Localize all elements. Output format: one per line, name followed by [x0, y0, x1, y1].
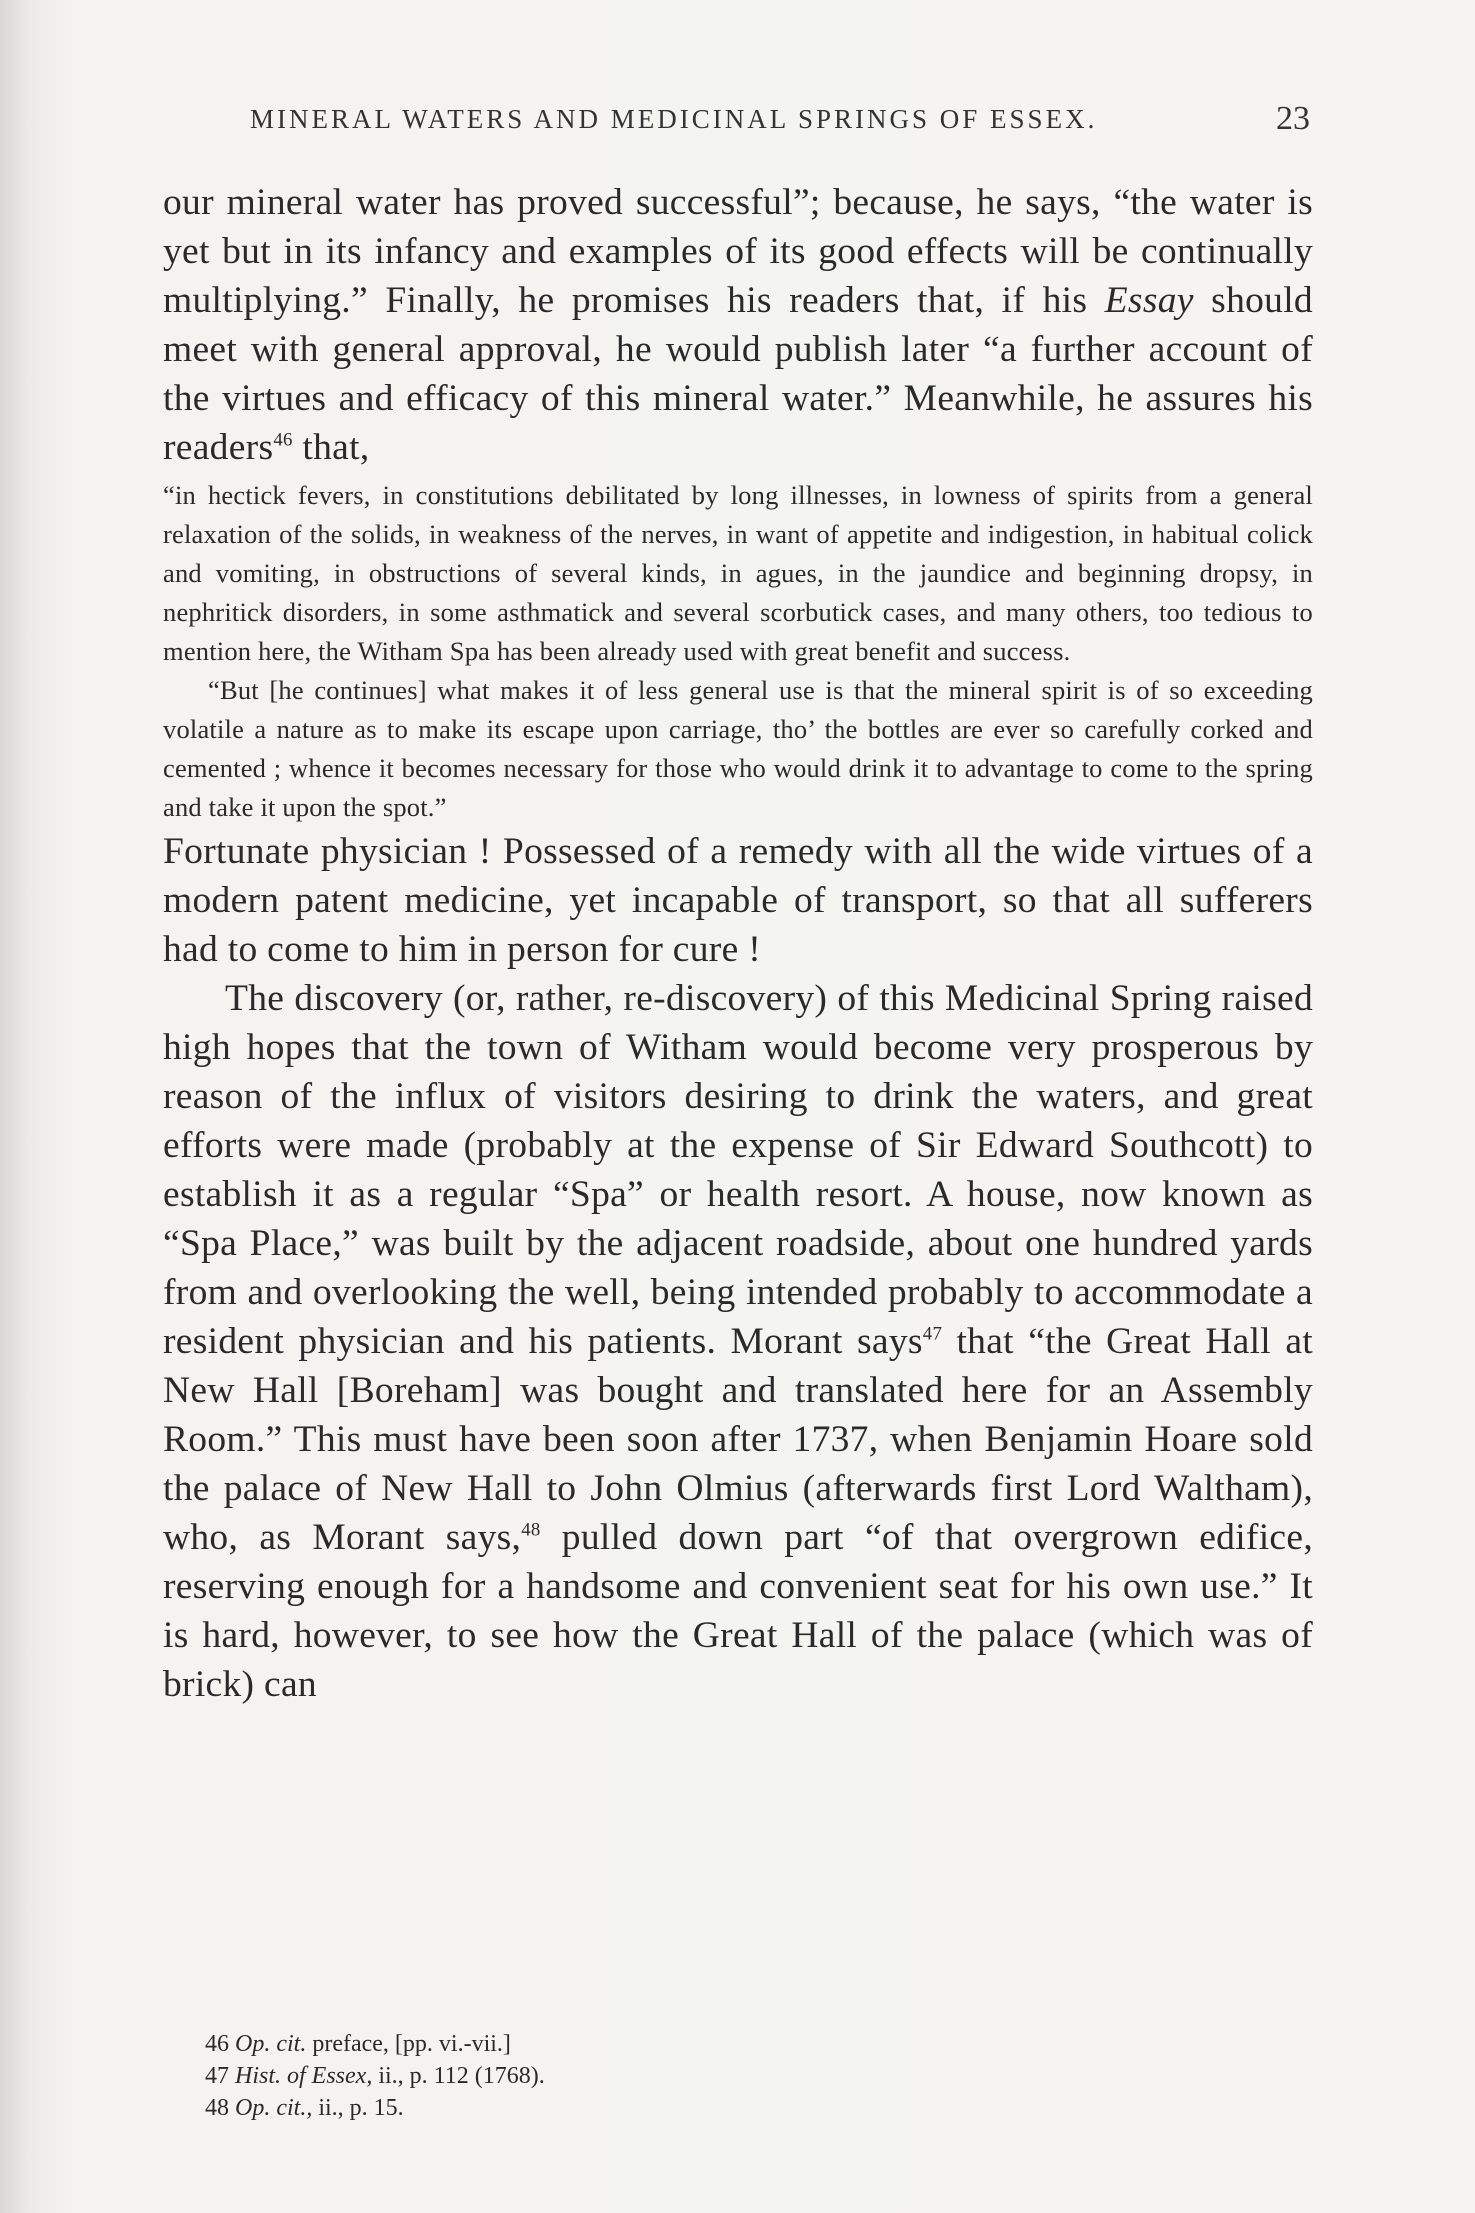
paragraph-3 — [163, 974, 1313, 1709]
footnote-text: preface, [pp. vi.-vii.] — [306, 2031, 511, 2057]
essay-title: Essay — [1104, 280, 1194, 321]
paragraph-1-text-a: our mineral water has proved successful”; because, he says, “the water is yet but in its infancy and examples of its good effects will be continually multiplying.” Finally, he promises his readers that, if his — [163, 182, 1313, 321]
running-title: MINERAL WATERS AND MEDICINAL SPRINGS OF ESSEX. — [250, 104, 1098, 134]
footnote-number: 48 — [205, 2095, 229, 2121]
page-body — [163, 178, 1313, 1709]
footnote-ref-46: 46 — [273, 429, 293, 451]
page-number: 23 — [1276, 100, 1310, 137]
paragraph-2: Fortunate physician ! Possessed of a remedy with all the wide virtues of a modern patent medicine, yet incapable of transport, so that all sufferers had to come to him in person for cure ! — [163, 831, 1313, 970]
footnote-46 — [205, 2028, 545, 2060]
footnote-number: 46 — [205, 2031, 229, 2057]
block-quote-1: “in hectick fevers, in constitutions debilitated by long illnesses, in lowness of spirits from a general relaxation of the solids, in weakness of the nerves, in want of appetite and indigestion, in habitual colick and vomiting, in obstructions of several kinds, in agues, in the jaundice and beginning dropsy, in nephritick disorders, in some asthmatick and several scorbutick cases, and many others, too tedious to mention here, the Witham Spa has been already used with great benefit and success. — [163, 480, 1313, 666]
footnote-text: ii., p. 15. — [312, 2095, 404, 2121]
footnote-text: ii., p. 112 (1768). — [372, 2063, 545, 2089]
footnote-47 — [205, 2060, 545, 2092]
footnote-ref-47: 47 — [922, 1323, 943, 1345]
footnote-source: Hist. of Essex, — [235, 2063, 373, 2089]
footnote-source: Op. cit., — [235, 2095, 313, 2121]
footnote-48 — [205, 2092, 545, 2124]
footnotes — [205, 2028, 545, 2124]
block-quote-2: “But [he continues] what makes it of less general use is that the mineral spirit is of so exceeding volatile a nature as to make its escape upon carriage, tho’ the bottles are ever so carefully corked and cemented ; whence it becomes necessary for those who would drink it to advantage to come to the spring and take it upon the spot.” — [163, 675, 1313, 822]
paragraph-3-text-b: that “the Great Hall at New Hall [Boreham] was bought and translated here for an Assembly Room.” This must have been soon after 1737, when Benjamin Hoare sold the palace of New Hall to John Olmius (afterwards first Lord Waltham), who, as Morant says, — [163, 1321, 1313, 1558]
footnote-source: Op. cit. — [235, 2031, 307, 2057]
paragraph-1-text-c: that, — [292, 427, 370, 468]
footnote-ref-48: 48 — [521, 1519, 541, 1541]
paragraph-1-text-b: should meet with general approval, he would publish later “a further account of the virtues and efficacy of this mineral water.” Meanwhile, he assures his readers — [163, 280, 1313, 468]
paragraph-1 — [163, 178, 1313, 472]
footnote-number: 47 — [205, 2063, 229, 2089]
paragraph-3-text-a: The discovery (or, rather, re-discovery) of this Medicinal Spring raised high hopes that the town of Witham would become very prosperous by reason of the influx of visitors desiring to drink the waters, and great efforts were made (probably at the expense of Sir Edward Southcott) to establish it as a regular “Spa” or health resort. A house, now known as “Spa Place,” was built by the adjacent roadside, about one hundred yards from and overlooking the well, being intended probably to accommodate a resident physician and his patients. Morant says — [163, 978, 1313, 1362]
running-header — [250, 100, 1310, 137]
paragraph-3-text-c: pulled down part “of that overgrown edifice, reserving enough for a handsome and convenient seat for his own use.” It is hard, however, to see how the Great Hall of the palace (which was of brick) can — [163, 1517, 1313, 1705]
